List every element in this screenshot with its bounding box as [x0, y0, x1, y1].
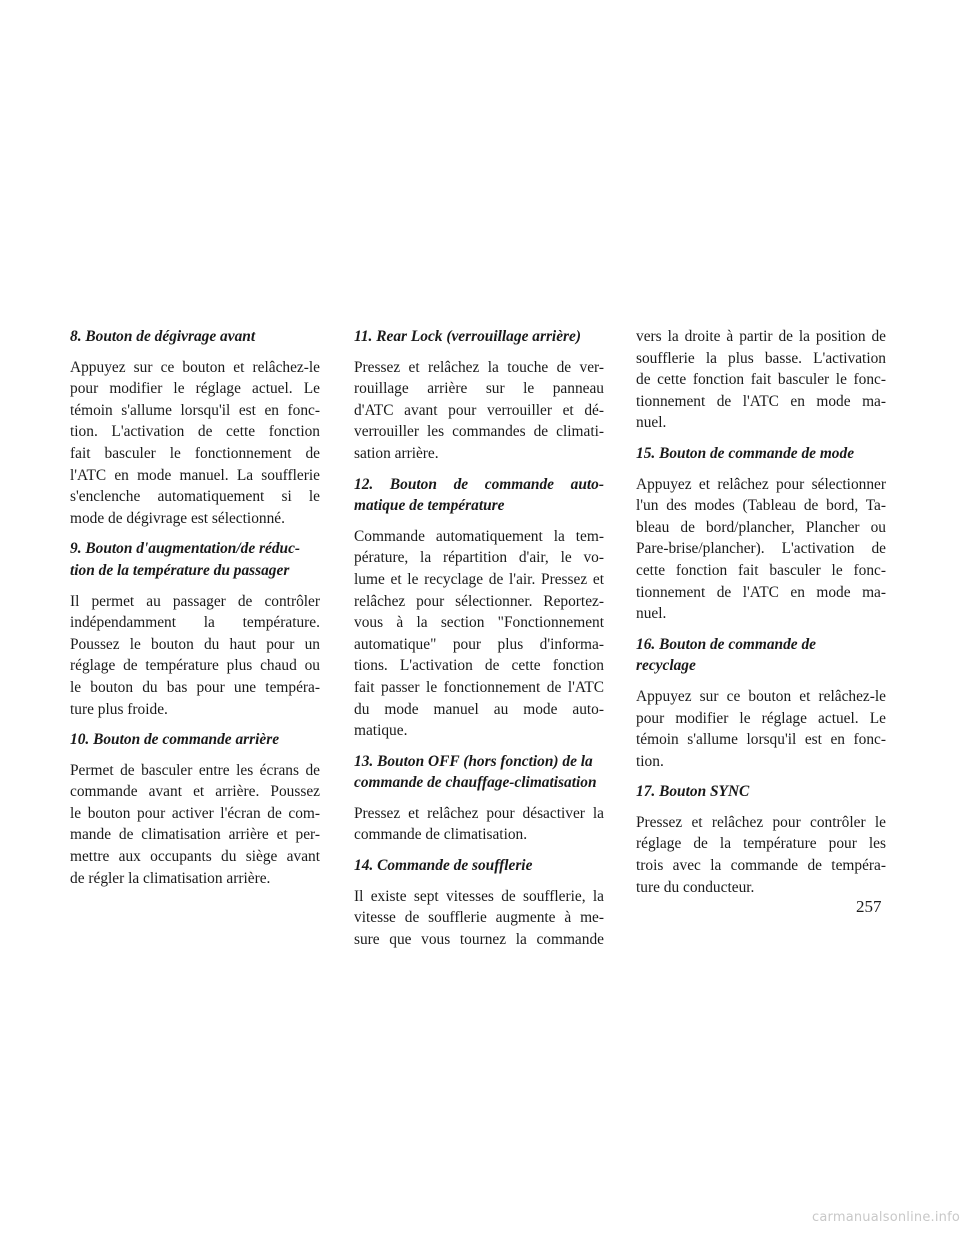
paragraph-line: de cette fonction fait basculer le fonc-	[636, 371, 886, 389]
paragraph-line: pour modifier le réglage actuel. Le	[636, 709, 886, 727]
section-heading	[70, 326, 320, 348]
paragraph-line: fait basculer le fonctionnement de	[70, 444, 320, 462]
section-paragraph	[354, 357, 604, 465]
paragraph-line: l'un des modes (Tableau de bord, Ta-	[636, 497, 886, 515]
section-heading	[354, 855, 604, 877]
paragraph-line: verrouiller les commandes de climati-	[354, 423, 604, 441]
paragraph-line: vitesse de soufflerie augmente à me-	[354, 909, 604, 927]
heading-line: 10. Bouton de commande arrière	[70, 731, 280, 749]
section-paragraph	[70, 357, 320, 530]
paragraph-line: nuel.	[636, 605, 667, 623]
section-paragraph	[354, 886, 604, 951]
paragraph-line: d'ATC avant pour verrouiller et dé-	[354, 401, 604, 419]
paragraph-line: Appuyez et relâchez pour sélectionner	[636, 475, 886, 493]
paragraph-line: tionnement de l'ATC en mode ma-	[636, 392, 886, 410]
paragraph-line: mande de climatisation arrière et per-	[70, 826, 320, 844]
paragraph-line: réglage de la température pour les	[636, 835, 886, 853]
section-heading	[70, 729, 320, 751]
paragraph-line: le bouton pour activer l'écran de com-	[70, 804, 320, 822]
paragraph-line: ture du conducteur.	[636, 878, 755, 896]
heading-line: commande de chauffage-climatisation	[354, 774, 597, 792]
paragraph-line: automatique" pour plus d'informa-	[354, 635, 604, 653]
paragraph-line: Permet de basculer entre les écrans de	[70, 761, 320, 779]
section-heading	[354, 474, 604, 517]
paragraph-line: vers la droite à partir de la position de	[636, 328, 886, 345]
paragraph-line: Appuyez sur ce bouton et relâchez-le	[636, 687, 886, 705]
paragraph-line: témoin s'allume lorsqu'il est en fonc-	[636, 731, 886, 749]
paragraph-line: sure que vous tournez la commande	[354, 930, 604, 948]
paragraph-line: Il existe sept vitesses de soufflerie, la	[354, 887, 604, 905]
text-column-3	[636, 326, 886, 907]
paragraph-line: vous à la section "Fonctionnement	[354, 614, 604, 632]
section-paragraph	[70, 760, 320, 890]
paragraph-line: ture plus froide.	[70, 700, 168, 718]
paragraph-line: rouillage arrière sur le panneau	[354, 380, 604, 398]
paragraph-line: cette fonction fait basculer le fonc-	[636, 561, 886, 579]
paragraph-line: s'enclenche automatiquement si le	[70, 488, 320, 506]
paragraph-line: tion.	[636, 752, 664, 770]
section-paragraph	[636, 474, 886, 625]
paragraph-line: le bouton du bas pour une tempéra-	[70, 678, 320, 696]
heading-line: 11. Rear Lock (verrouillage arrière)	[354, 328, 581, 345]
heading-line: 16. Bouton de commande de	[636, 635, 816, 653]
paragraph-line: Appuyez sur ce bouton et relâchez-le	[70, 358, 320, 376]
paragraph-line: Pressez et relâchez la touche de ver-	[354, 358, 604, 376]
section-heading	[354, 751, 604, 794]
watermark-text: carmanualsonline.info	[812, 1210, 960, 1225]
section-heading	[636, 781, 886, 803]
section-heading	[70, 538, 320, 581]
section-heading	[636, 443, 886, 465]
section-paragraph	[636, 326, 886, 434]
paragraph-line: tions. L'activation de cette fonction	[354, 657, 604, 675]
paragraph-line: réglage de température plus chaud ou	[70, 657, 320, 675]
paragraph-line: matique.	[354, 722, 408, 740]
paragraph-line: Pressez et relâchez pour contrôler le	[636, 813, 886, 831]
paragraph-line: trois avec la commande de tempéra-	[636, 857, 886, 875]
paragraph-line: Il permet au passager de contrôler	[70, 592, 320, 610]
paragraph-line: nuel.	[636, 414, 667, 432]
section-heading	[636, 634, 886, 677]
heading-line: 13. Bouton OFF (hors fonction) de la	[354, 752, 593, 770]
paragraph-line: témoin s'allume lorsqu'il est en fonc-	[70, 401, 320, 419]
heading-line: 17. Bouton SYNC	[636, 783, 750, 801]
paragraph-line: tionnement de l'ATC en mode ma-	[636, 583, 886, 601]
paragraph-line: Poussez le bouton du haut pour un	[70, 635, 320, 653]
paragraph-line: de régler la climatisation arrière.	[70, 869, 271, 887]
paragraph-line: lume et le recyclage de l'air. Pressez et	[354, 570, 604, 588]
paragraph-line: pour modifier le réglage actuel. Le	[70, 380, 320, 398]
section-paragraph	[70, 591, 320, 721]
paragraph-line: Pressez et relâchez pour désactiver la	[354, 804, 604, 822]
paragraph-line: pérature, la répartition d'air, le vo-	[354, 549, 604, 567]
paragraph-line: sation arrière.	[354, 444, 439, 462]
section-paragraph	[354, 526, 604, 742]
heading-line: 9. Bouton d'augmentation/de réduc-	[70, 540, 301, 558]
paragraph-line: Commande automatiquement la tem-	[354, 527, 604, 545]
paragraph-line: fait passer le fonctionnement de l'ATC	[354, 678, 604, 696]
text-column-1	[70, 326, 320, 898]
heading-line: 8. Bouton de dégivrage avant	[70, 328, 256, 345]
heading-line: 12. Bouton de commande auto-	[354, 475, 604, 493]
section-paragraph	[636, 812, 886, 898]
heading-line: tion de la température du passager	[70, 561, 290, 579]
paragraph-line: du mode manuel au mode auto-	[354, 700, 604, 718]
paragraph-line: Pare-brise/plancher). L'activation de	[636, 540, 886, 558]
paragraph-line: commande de climatisation.	[354, 826, 528, 844]
heading-line: 14. Commande de soufflerie	[354, 857, 533, 875]
heading-line: matique de température	[354, 497, 505, 515]
paragraph-line: tion. L'activation de cette fonction	[70, 423, 320, 441]
paragraph-line: indépendamment la température.	[70, 614, 320, 632]
paragraph-line: l'ATC en mode manuel. La soufflerie	[70, 466, 320, 484]
page-number: 257	[856, 897, 882, 916]
paragraph-line: commande avant et arrière. Poussez	[70, 783, 320, 801]
paragraph-line: mode de dégivrage est sélectionné.	[70, 509, 285, 527]
paragraph-line: bleau de bord/plancher, Plancher ou	[636, 518, 886, 536]
paragraph-line: mettre aux occupants du siège avant	[70, 848, 320, 866]
section-paragraph	[354, 803, 604, 846]
text-column-2	[354, 326, 604, 959]
heading-line: 15. Bouton de commande de mode	[636, 444, 855, 462]
heading-line: recyclage	[636, 657, 696, 675]
paragraph-line: relâchez pour sélectionner. Reportez-	[354, 592, 604, 610]
paragraph-line: soufflerie la plus basse. L'activation	[636, 349, 886, 367]
section-paragraph	[636, 686, 886, 772]
section-heading	[354, 326, 604, 348]
